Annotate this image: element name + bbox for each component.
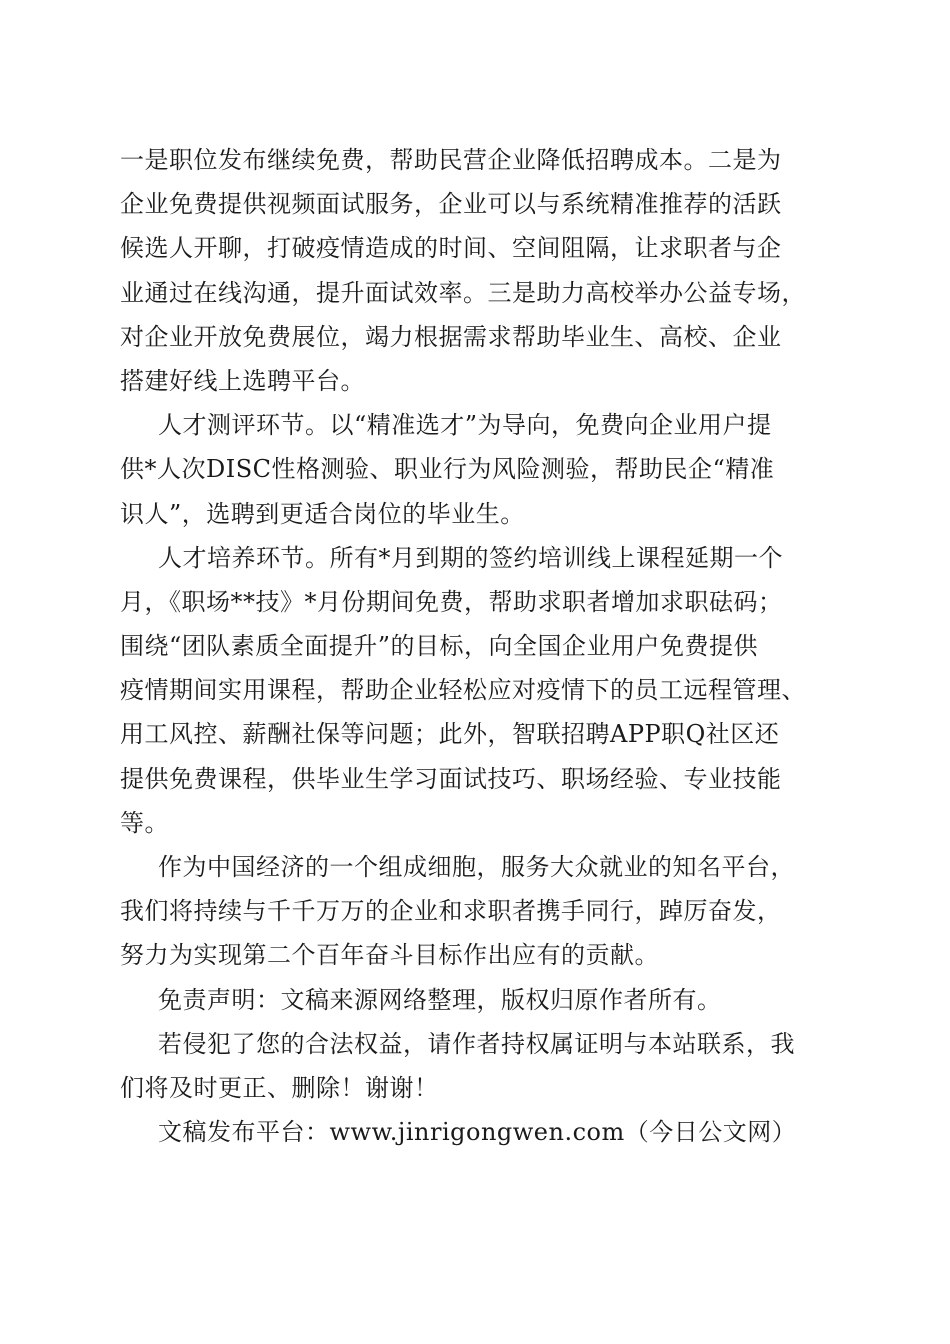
text-line: 我们将持续与千千万万的企业和求职者携手同行，踔厉奋发， xyxy=(120,897,782,926)
text-line: 供*人次DISC性格测验、职业行为风险测验，帮助民企“精准 xyxy=(120,455,775,484)
text-line: 们将及时更正、删除！谢谢！ xyxy=(120,1073,439,1102)
text-line: 搭建好线上选聘平台。 xyxy=(120,366,365,395)
text-line: 对企业开放免费展位，竭力根据需求帮助毕业生、高校、企业 xyxy=(120,322,782,351)
text-line: 月，《职场**技》*月份期间免费，帮助求职者增加求职砝码； xyxy=(120,587,783,616)
text-line: 用工风控、薪酬社保等问题；此外，智联招聘APP职Q社区还 xyxy=(120,720,780,749)
paragraph-start-line: 作为中国经济的一个组成细胞，服务大众就业的知名平台， xyxy=(158,853,795,881)
text-line: 围绕“团队素质全面提升”的目标，向全国企业用户免费提供 xyxy=(120,632,759,661)
paragraph-start-line: 人才测评环节。以“精准选才”为导向，免费向企业用户提 xyxy=(158,411,772,440)
paragraph-start-line: 若侵犯了您的合法权益，请作者持权属证明与本站联系，我 xyxy=(158,1029,795,1058)
text-line: 等。 xyxy=(120,808,169,837)
disclaimer-line: 免责声明：文稿来源网络整理，版权归原作者所有。 xyxy=(158,985,722,1014)
text-line: 业通过在线沟通，提升面试效率。三是助力高校举办公益专场， xyxy=(120,278,806,307)
text-line: 识人”，选聘到更适合岗位的毕业生。 xyxy=(120,499,525,528)
paragraph-start-line: 人才培养环节。所有*月到期的签约培训线上课程延期一个 xyxy=(158,543,783,572)
publisher-line: 文稿发布平台：www.jinrigongwen.com（今日公文网） xyxy=(158,1118,797,1147)
document-body xyxy=(120,138,840,1154)
text-line: 努力为实现第二个百年奋斗目标作出应有的贡献。 xyxy=(120,941,659,970)
text-line: 提供免费课程，供毕业生学习面试技巧、职场经验、专业技能 xyxy=(120,764,782,793)
text-line: 疫情期间实用课程，帮助企业轻松应对疫情下的员工远程管理、 xyxy=(120,676,806,705)
text-line: 候选人开聊，打破疫情造成的时间、空间阻隔，让求职者与企 xyxy=(120,234,782,263)
text-line: 一是职位发布继续免费，帮助民营企业降低招聘成本。二是为 xyxy=(120,146,782,174)
text-line: 企业免费提供视频面试服务，企业可以与系统精准推荐的活跃 xyxy=(120,190,782,219)
